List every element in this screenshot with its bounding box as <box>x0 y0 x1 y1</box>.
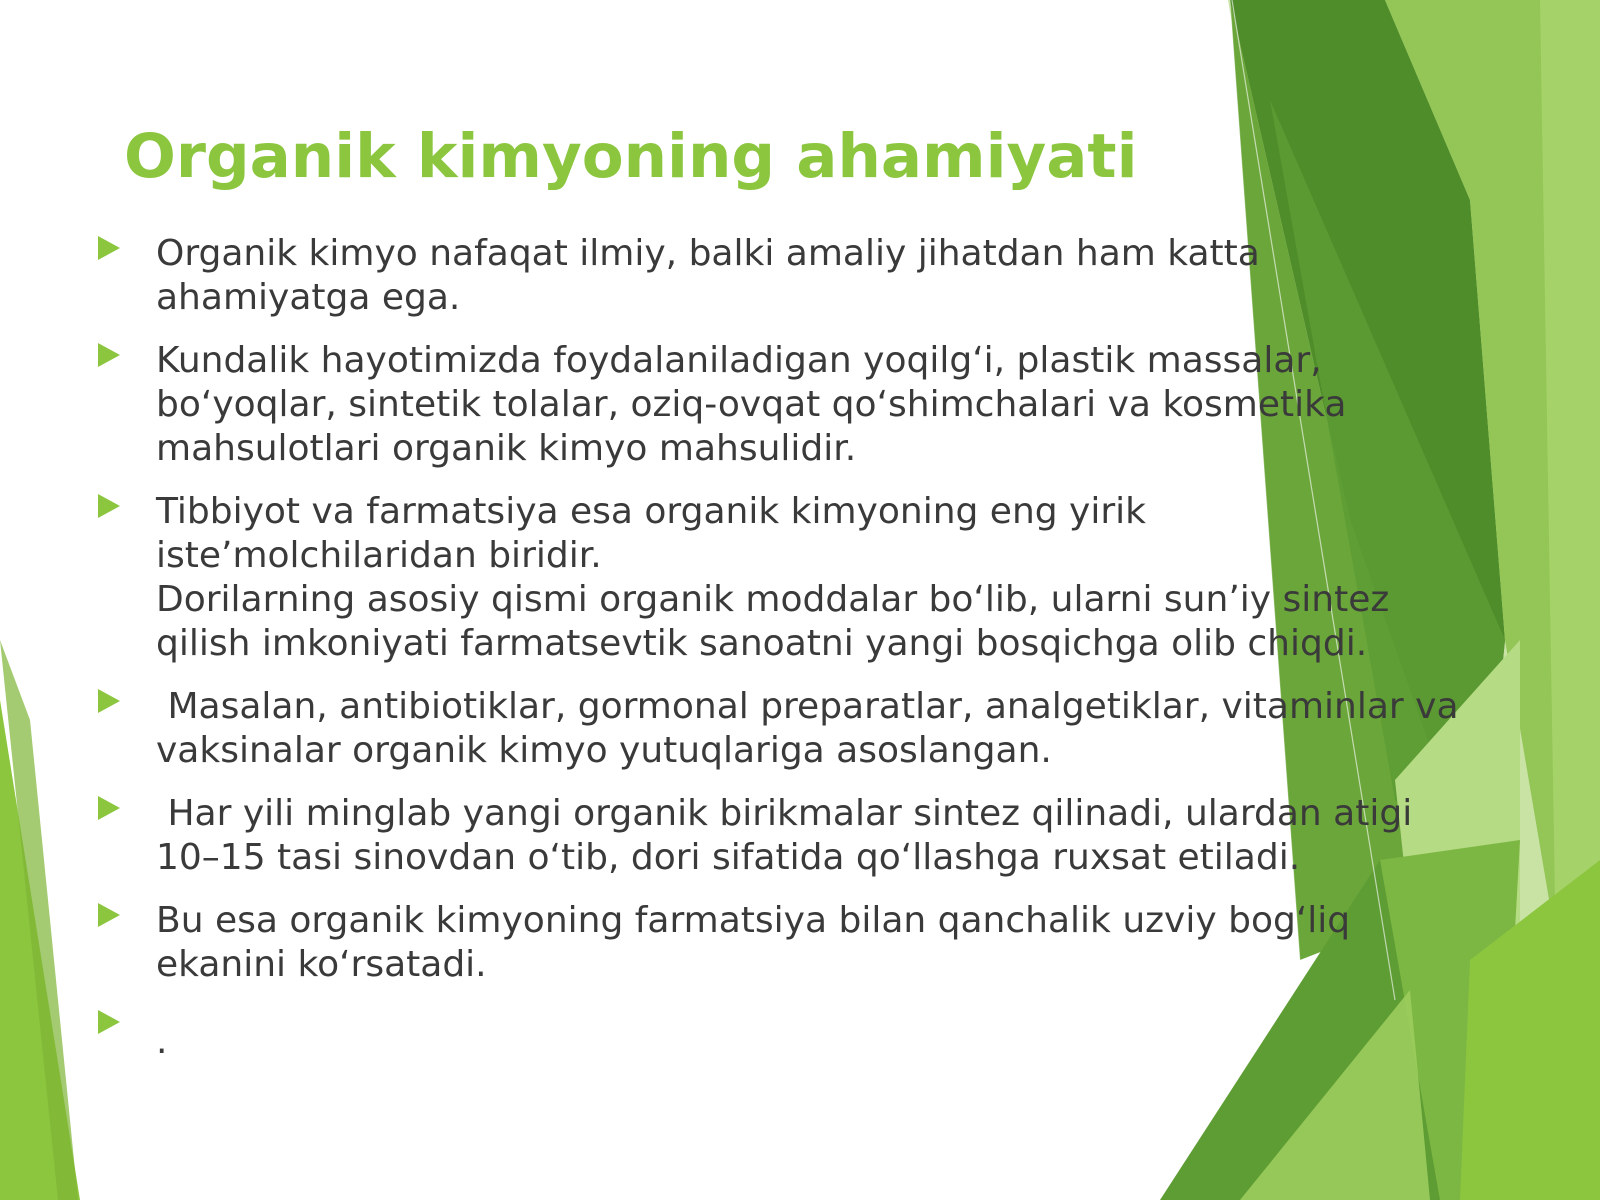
triangle-right-icon <box>98 689 120 713</box>
bullet-line: iste’molchilaridan biridir. <box>156 535 602 576</box>
bullet-item <box>98 339 1498 471</box>
bullet-item <box>98 232 1498 320</box>
bullet-line: Har yili minglab yangi organik birikmalar sintez qilinadi, ulardan atigi <box>156 793 1413 834</box>
bullet-line: Dorilarning asosiy qismi organik moddalar bo‘lib, ularni sun’iy sintez <box>156 579 1390 620</box>
bullet-line: Masalan, antibiotiklar, gormonal preparatlar, analgetiklar, vitaminlar va <box>156 686 1459 727</box>
bullet-line: bo‘yoqlar, sintetik tolalar, oziq-ovqat qo‘shimchalari va kosmetika <box>156 384 1347 425</box>
bullet-line: 10–15 tasi sinovdan o‘tib, dori sifatida qo‘llashga ruxsat etiladi. <box>156 837 1301 878</box>
triangle-right-icon <box>98 343 120 367</box>
triangle-right-icon <box>98 903 120 927</box>
triangle-right-icon <box>98 236 120 260</box>
bullet-line: Organik kimyo nafaqat ilmiy, balki amaliy jihatdan ham katta <box>156 233 1260 274</box>
slide-title: Organik kimyoning ahamiyati <box>124 121 1138 192</box>
bullet-line: qilish imkoniyati farmatsevtik sanoatni yangi bosqichga olib chiqdi. <box>156 623 1368 664</box>
triangle-right-icon <box>98 796 120 820</box>
bullet-line: Bu esa organik kimyoning farmatsiya bilan qanchalik uzviy bog‘liq <box>156 900 1351 941</box>
bullet-line: vaksinalar organik kimyo yutuqlariga asoslangan. <box>156 730 1052 771</box>
bullet-line: ekanini ko‘rsatadi. <box>156 944 487 985</box>
bullet-item <box>98 490 1498 666</box>
bullet-line: mahsulotlari organik kimyo mahsulidir. <box>156 428 857 469</box>
bullet-line: ahamiyatga ega. <box>156 277 461 318</box>
triangle-right-icon <box>98 1010 120 1034</box>
bullet-list <box>98 232 1498 1083</box>
bullet-item <box>98 792 1498 880</box>
bullet-line: . <box>156 1021 168 1062</box>
bullet-item <box>98 1006 1498 1064</box>
bullet-item <box>98 899 1498 987</box>
bullet-item <box>98 685 1498 773</box>
triangle-right-icon <box>98 494 120 518</box>
bullet-line: Kundalik hayotimizda foydalaniladigan yoqilg‘i, plastik massalar, <box>156 340 1322 381</box>
bullet-line: Tibbiyot va farmatsiya esa organik kimyoning eng yirik <box>156 491 1147 532</box>
